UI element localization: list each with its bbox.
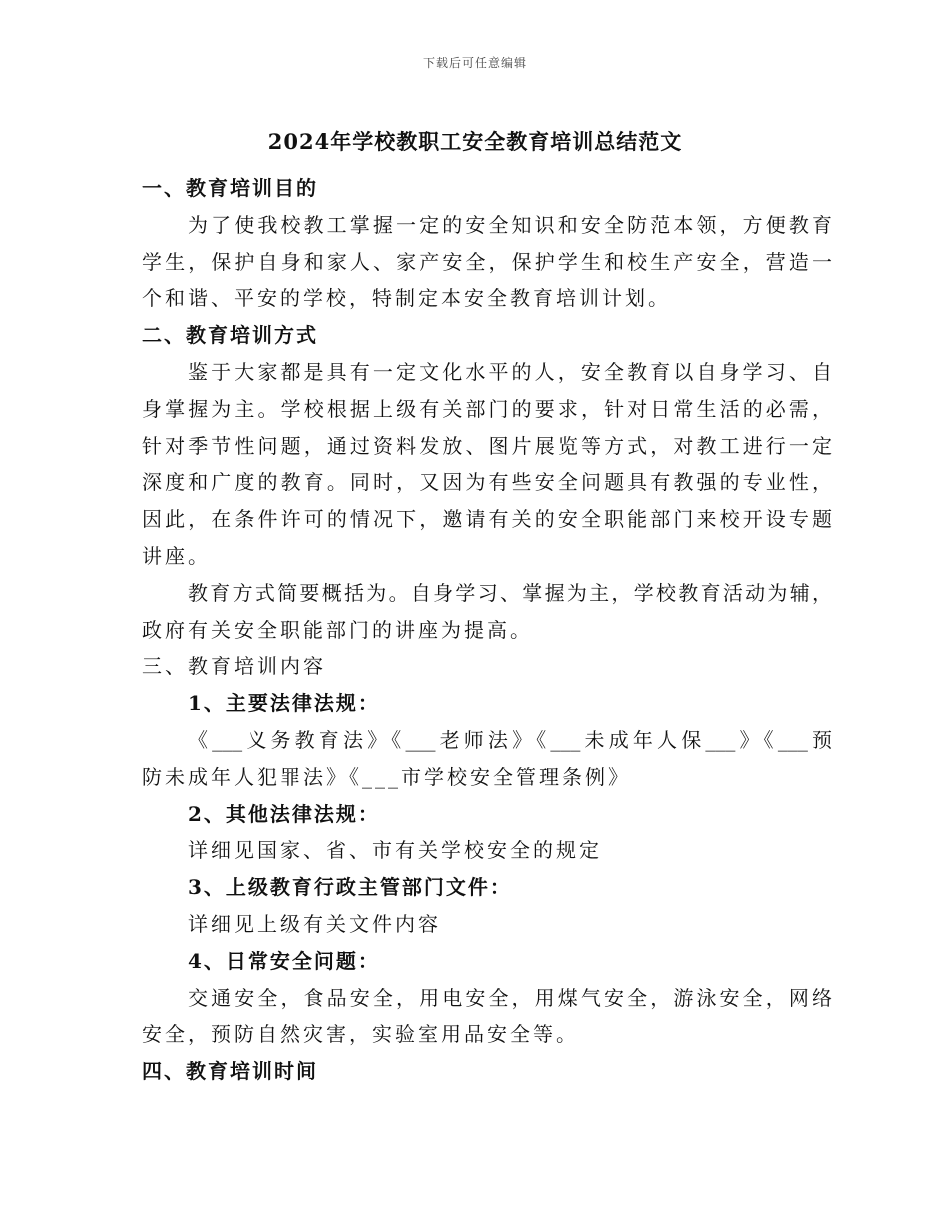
paragraph-line: 安全，预防自然灾害，实验室用品安全等。 <box>142 1022 579 1047</box>
document-title: 2024年学校教职工安全教育培训总结范文 <box>267 129 683 154</box>
section-heading-time: 四、教育培训时间 <box>142 1059 318 1084</box>
paragraph-line: 《___义务教育法》《___老师法》《___未成年人保___》《___预 <box>188 727 832 752</box>
paragraph-line: 深度和广度的教育。同时，又因为有些安全问题具有教强的专业性， <box>142 470 832 495</box>
section-heading-purpose: 一、教育培训目的 <box>142 176 318 200</box>
paragraph-line: 讲座。 <box>142 543 211 568</box>
subheading-daily-safety: 4、日常安全问题： <box>188 948 380 973</box>
document-body <box>142 170 832 1090</box>
paragraph-line: 交通安全，食品安全，用电安全，用煤气安全，游泳安全，网络 <box>188 985 832 1010</box>
paragraph-line: 详细见国家、省、市有关学校安全的规定 <box>188 838 602 863</box>
paragraph-line: 防未成年人犯罪法》《___市学校安全管理条例》 <box>142 764 631 789</box>
paragraph-line: 因此，在条件许可的情况下，邀请有关的安全职能部门来校开设专题 <box>142 507 832 532</box>
paragraph-line: 针对季节性问题，通过资料发放、图片展览等方式，对教工进行一定 <box>142 433 832 458</box>
paragraph-line: 个和谐、平安的学校，特制定本安全教育培训计划。 <box>142 286 671 311</box>
section-heading-content: 三、教育培训内容 <box>142 654 326 679</box>
paragraph-line: 为了使我校教工掌握一定的安全知识和安全防范本领，方便教育 <box>188 212 832 237</box>
page-header-note: 下载后可任意编辑 <box>422 56 527 70</box>
paragraph-line: 详细见上级有关文件内容 <box>188 911 441 936</box>
paragraph-line: 鉴于大家都是具有一定文化水平的人，安全教育以自身学习、自 <box>188 359 832 384</box>
subheading-main-laws: 1、主要法律法规： <box>188 691 380 716</box>
paragraph-line: 学生，保护自身和家人、家产安全，保护学生和校生产安全，营造一 <box>142 249 832 274</box>
section-heading-method: 二、教育培训方式 <box>142 323 318 348</box>
paragraph-line: 教育方式简要概括为。自身学习、掌握为主，学校教育活动为辅， <box>188 580 832 605</box>
paragraph-line: 政府有关安全职能部门的讲座为提高。 <box>142 617 533 642</box>
paragraph-line: 身掌握为主。学校根据上级有关部门的要求，针对日常生活的必需， <box>142 396 832 421</box>
subheading-other-laws: 2、其他法律法规： <box>188 801 380 826</box>
subheading-documents: 3、上级教育行政主管部门文件： <box>188 875 512 900</box>
